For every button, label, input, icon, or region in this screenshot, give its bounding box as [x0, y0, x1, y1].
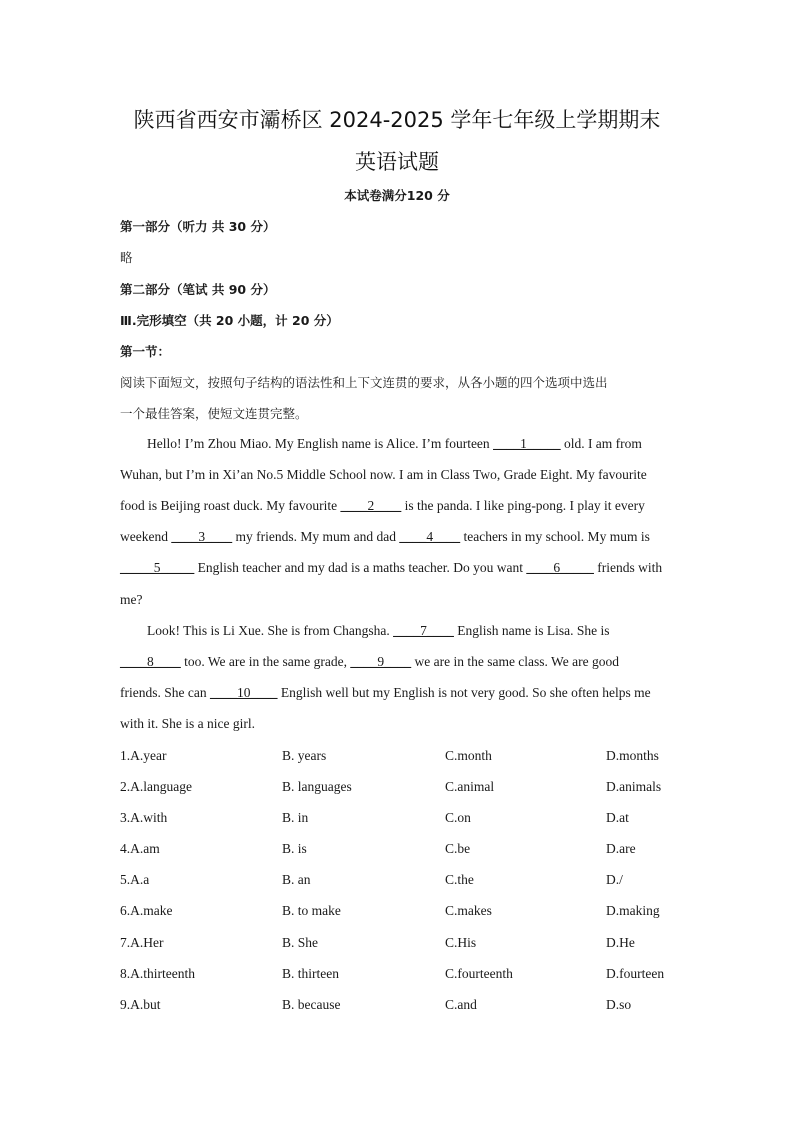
passage-text: weekend — [120, 529, 172, 544]
blank-6: ____6_____ — [526, 560, 594, 575]
question-row — [0, 841, 794, 865]
passage-text: friends. She can — [120, 685, 210, 700]
blank-10: ____10____ — [209, 685, 278, 700]
question-row — [0, 779, 794, 803]
option-c: C.animal — [445, 779, 495, 794]
passage-text: Hello! I’m Zhou Miao. My English name is Alice. I’m fourteen — [147, 436, 494, 451]
subsection-heading: 第一节： — [120, 344, 171, 359]
passage-text: we are in the same class. We are good — [411, 654, 619, 669]
option-d: D.making — [606, 903, 660, 918]
passage-line: Wuhan, but I’m in Xi’an No.5 Middle School now. I am in Class Two, Grade Eight. My favourite — [120, 467, 647, 482]
passage-line — [120, 654, 619, 670]
option-b: B. thirteen — [282, 966, 339, 981]
instructions-line-2: 一个最佳答案，使短文连贯完整。 — [120, 406, 308, 421]
option-b: B. to make — [282, 903, 341, 918]
option-d: D.at — [606, 810, 629, 825]
passage-line — [120, 498, 645, 514]
passage-text: Look! This is Li Xue. She is from Changsha. — [147, 623, 394, 638]
passage-text: food is Beijing roast duck. My favourite — [120, 498, 341, 513]
option-b: B. in — [282, 810, 309, 825]
passage-text: friends with — [593, 560, 663, 575]
part1-heading: 第一部分（听力 共 30 分） — [120, 219, 276, 234]
option-d: D./ — [606, 872, 623, 887]
option-a: 2.A.language — [120, 779, 192, 794]
section3-heading: Ⅲ.完形填空（共 20 小题，计 20 分） — [120, 313, 339, 328]
option-a: 6.A.make — [120, 903, 173, 918]
option-a: 4.A.am — [120, 841, 160, 856]
passage-text: old. I am from — [560, 436, 642, 451]
passage-text: is the panda. I like ping-pong. I play it every — [401, 498, 645, 513]
question-row — [0, 903, 794, 927]
option-c: C.the — [445, 872, 474, 887]
blank-4: ____4____ — [399, 529, 461, 544]
option-b: B. languages — [282, 779, 352, 794]
exam-title-line2: 英语试题 — [355, 150, 439, 174]
option-b: B. years — [282, 748, 327, 763]
passage-line — [120, 529, 650, 545]
score-note: 本试卷满分120 分 — [344, 188, 450, 203]
passage-text: too. We are in the same grade, — [180, 654, 351, 669]
option-a: 1.A.year — [120, 748, 167, 763]
option-d: D.are — [606, 841, 636, 856]
option-c: C.month — [445, 748, 492, 763]
blank-8: ____8____ — [120, 654, 181, 669]
option-b: B. an — [282, 872, 311, 887]
question-row — [0, 872, 794, 896]
option-d: D.He — [606, 935, 635, 950]
blank-9: ____9____ — [350, 654, 412, 669]
passage-line: me? — [120, 592, 143, 607]
blank-3: ____3____ — [171, 529, 233, 544]
question-row — [0, 966, 794, 990]
instructions-line-1: 阅读下面短文，按照句子结构的语法性和上下文连贯的要求，从各小题的四个选项中选出 — [120, 375, 608, 390]
part1-body: 略 — [120, 250, 133, 265]
option-a: 7.A.Her — [120, 935, 164, 950]
question-row — [0, 935, 794, 959]
blank-2: ____2____ — [340, 498, 402, 513]
option-d: D.months — [606, 748, 659, 763]
passage-text: English well but my English is not very good. So she often helps me — [277, 685, 651, 700]
passage-text: teachers in my school. My mum is — [460, 529, 650, 544]
option-a: 9.A.but — [120, 997, 161, 1012]
passage-text: English teacher and my dad is a maths teacher. Do you want — [194, 560, 527, 575]
passage-text: English name is Lisa. She is — [453, 623, 610, 638]
blank-7: ____7____ — [393, 623, 454, 638]
passage-line — [147, 436, 642, 452]
option-c: C.fourteenth — [445, 966, 513, 981]
part2-heading: 第二部分（笔试 共 90 分） — [120, 282, 276, 297]
option-c: C.on — [445, 810, 471, 825]
passage-line — [120, 685, 651, 701]
option-a: 8.A.thirteenth — [120, 966, 195, 981]
option-c: C.and — [445, 997, 477, 1012]
option-a: 3.A.with — [120, 810, 168, 825]
passage-line: with it. She is a nice girl. — [120, 716, 255, 731]
option-c: C.His — [445, 935, 477, 950]
question-row — [0, 748, 794, 772]
option-b: B. She — [282, 935, 319, 950]
option-c: C.be — [445, 841, 471, 856]
exam-title-line1: 陕西省西安市灞桥区 2024-2025 学年七年级上学期期末 — [133, 108, 661, 132]
option-d: D.so — [606, 997, 632, 1012]
passage-line — [147, 623, 609, 639]
blank-1: ____1_____ — [493, 436, 561, 451]
passage-text: my friends. My mum and dad — [232, 529, 400, 544]
option-a: 5.A.a — [120, 872, 150, 887]
option-d: D.animals — [606, 779, 662, 794]
option-b: B. because — [282, 997, 341, 1012]
passage-line — [120, 560, 662, 576]
option-d: D.fourteen — [606, 966, 665, 981]
option-c: C.makes — [445, 903, 492, 918]
option-b: B. is — [282, 841, 307, 856]
question-row — [0, 810, 794, 834]
question-row — [0, 997, 794, 1021]
blank-5: _____5_____ — [120, 560, 195, 575]
